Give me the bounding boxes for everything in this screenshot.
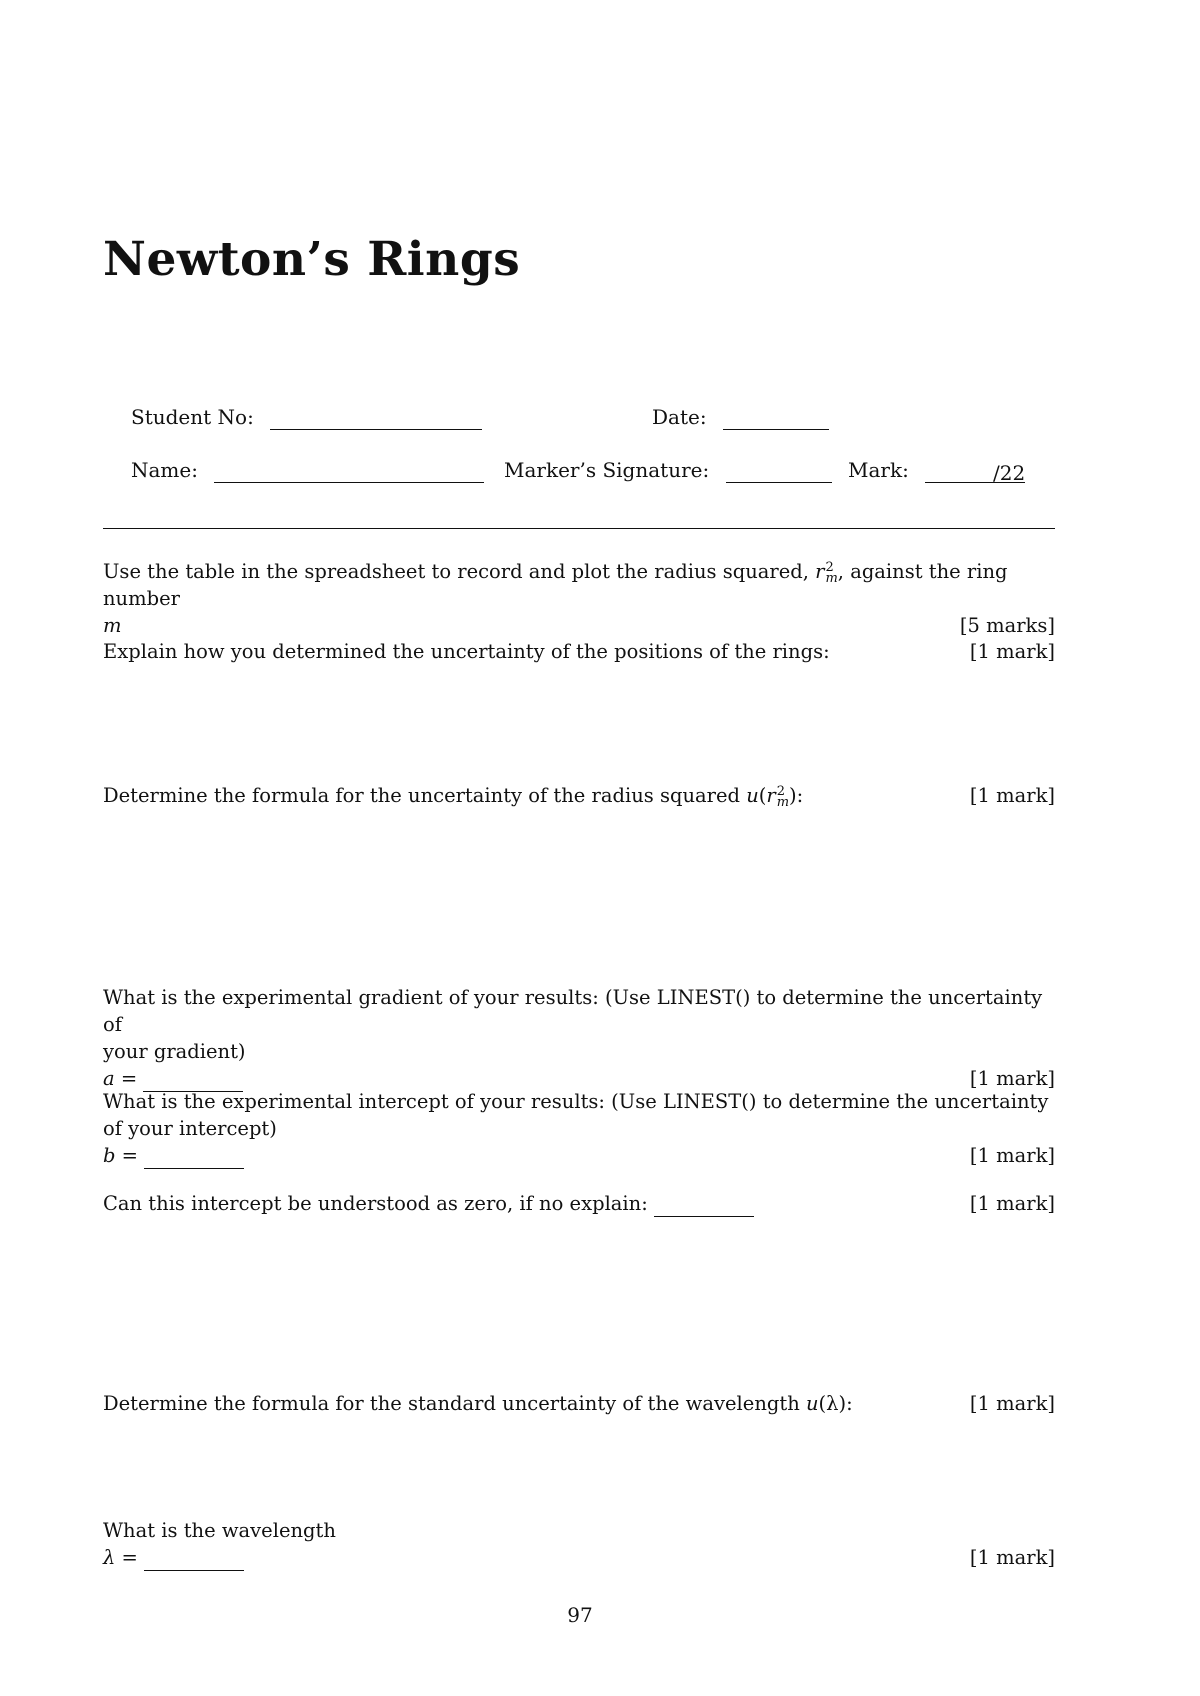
page-title: Newton’s Rings [103,232,521,287]
question-1-math-r: r [815,560,825,583]
question-2-line-1 [103,638,1055,665]
question-3 [103,782,1055,809]
question-8-answer-line [103,1544,1055,1571]
question-7 [103,1390,1055,1417]
mark-blank[interactable] [925,460,1025,483]
header-row-1 [0,404,1200,434]
question-1-math-m: m [103,614,122,637]
question-7-answer-space[interactable] [103,1424,1055,1514]
gradient-symbol: a [103,1067,115,1090]
question-4-marks: [1 mark] [969,1067,1055,1090]
question-1-text-before: Use the table in the spreadsheet to record and plot the radius squared, [103,560,816,583]
student-no-field[interactable] [131,404,482,430]
question-1-text-after: , against the ring number [103,560,1008,610]
question-1-math-scripts [825,559,838,586]
question-3-math-r: r [766,784,776,807]
gradient-equals: = [114,1067,138,1090]
name-field[interactable] [131,457,484,483]
question-8-marks: [1 mark] [969,1546,1055,1569]
question-3-paren-close: ): [789,784,804,807]
question-5-marks: [1 mark] [969,1144,1055,1167]
student-no-label: Student No: [131,405,254,429]
question-8 [103,1517,1055,1571]
question-3-marks: [1 mark] [969,784,1055,807]
question-3-paren-open: ( [758,784,767,807]
question-5-answer-line [103,1142,1055,1169]
intercept-zero-blank[interactable] [654,1198,754,1217]
question-7-marks: [1 mark] [969,1392,1055,1415]
question-7-line-1 [103,1390,1055,1417]
mark-field[interactable] [848,457,1025,483]
question-1-math-sup: 2 [825,559,834,575]
question-2-text: Explain how you determined the uncertainty of the positions of the rings: [103,640,830,663]
name-blank[interactable] [214,460,484,483]
mark-label: Mark: [848,458,909,482]
mark-total: /22 [993,461,1026,485]
wavelength-symbol: λ [103,1546,116,1569]
question-2-answer-space[interactable] [103,672,1055,772]
question-3-line-1 [103,782,1055,809]
question-4 [103,984,1055,1092]
question-3-math-sub: m [776,794,790,810]
question-8-line-1: What is the wavelength [103,1519,336,1542]
horizontal-divider [103,528,1055,529]
question-1-math-sub: m [825,570,838,586]
question-2-marks: [1 mark] [969,640,1055,663]
question-2 [103,638,1055,665]
question-6-line-1 [103,1190,1055,1217]
question-1 [103,558,1055,639]
student-no-blank[interactable] [270,407,482,430]
question-3-text-before: Determine the formula for the uncertainty of the radius squared [103,784,747,807]
question-6 [103,1190,1055,1217]
marker-signature-label: Marker’s Signature: [504,458,710,482]
question-3-math-scripts [776,783,790,810]
question-4-line-1: What is the experimental gradient of your results: (Use LINEST() to determine the uncertainty of [103,986,1043,1036]
question-7-math-u: u [805,1392,819,1415]
intercept-symbol: b [103,1144,116,1167]
question-6-marks: [1 mark] [969,1192,1055,1215]
question-3-math-sup: 2 [776,783,785,799]
wavelength-equals: = [115,1546,138,1569]
question-6-answer-space[interactable] [103,1224,1055,1374]
marker-signature-field[interactable] [504,457,832,483]
question-1-line-1 [103,558,1055,612]
header-row-2 [0,457,1200,487]
name-label: Name: [131,458,198,482]
intercept-equals: = [115,1144,139,1167]
question-3-math-u: u [746,784,759,807]
wavelength-blank[interactable] [144,1552,244,1571]
question-5 [103,1088,1055,1169]
question-7-text-before: Determine the formula for the standard uncertainty of the wavelength [103,1392,806,1415]
question-4-line-2: your gradient) [103,1040,246,1063]
date-blank[interactable] [723,407,829,430]
date-field[interactable] [652,404,829,430]
date-label: Date: [652,405,707,429]
question-3-answer-space[interactable] [103,818,1055,978]
marker-signature-blank[interactable] [726,460,832,483]
question-6-text: Can this intercept be understood as zero, if no explain: [103,1192,648,1215]
question-1-marks: [5 marks] [959,614,1055,637]
question-1-line-2 [103,612,1055,639]
question-5-line-1: What is the experimental intercept of your results: (Use LINEST() to determine the uncertainty [103,1090,1049,1113]
page-number: 97 [567,1603,593,1627]
question-7-math-paren: (λ): [818,1392,853,1415]
intercept-blank[interactable] [144,1150,244,1169]
question-5-line-2: of your intercept) [103,1117,277,1140]
